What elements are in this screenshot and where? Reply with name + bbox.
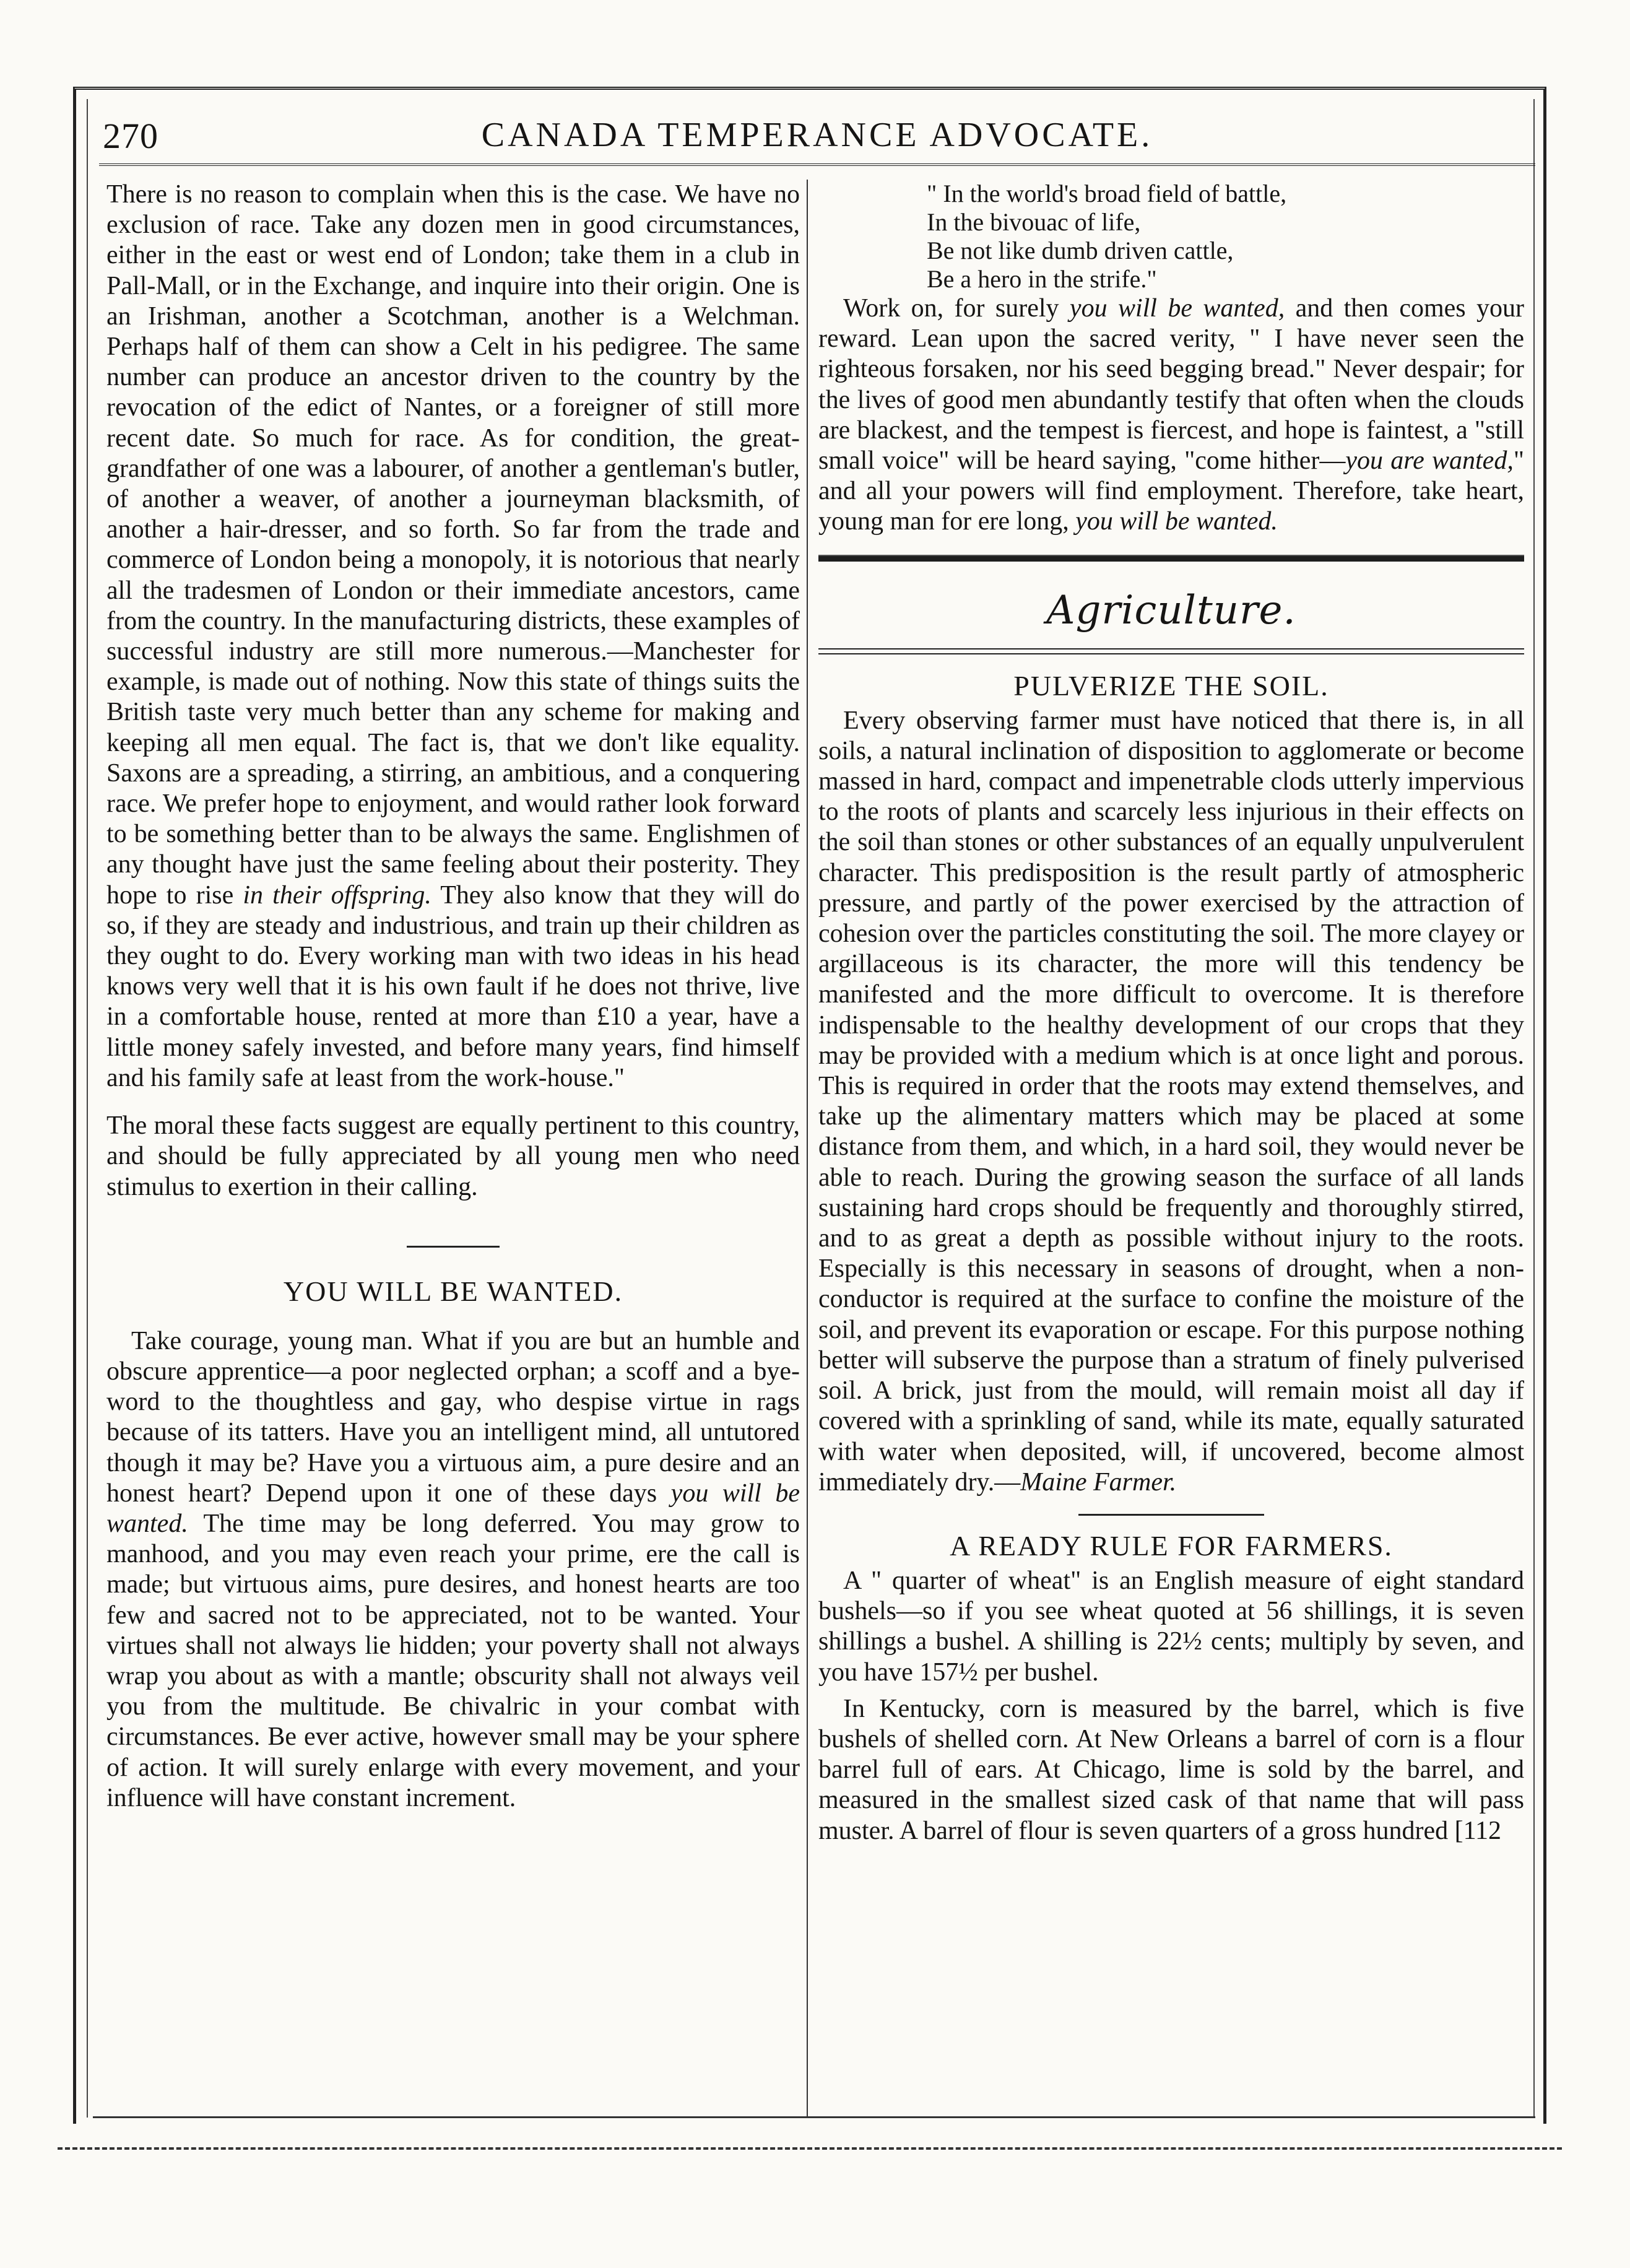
- poem-line: Be not like dumb driven cattle,: [927, 237, 1234, 264]
- heading-you-will-be-wanted: YOU WILL BE WANTED.: [283, 1275, 623, 1307]
- page-number: 270: [103, 116, 158, 156]
- column-divider: [807, 180, 808, 2116]
- paragraph-race: [106, 180, 800, 1093]
- separator-rule: [1078, 1514, 1264, 1516]
- poem-line: Be a hero in the strife.": [927, 265, 1157, 293]
- work-on-text-2: and then comes your reward. Lean upon the sacred verity, " I have never seen the righteous forsaken, nor his seed begging bread." Never despair; for the lives of good men abundantly testify that often when the clouds are blackest, and the tempest is fiercest, and hope is faintest, a "still small voice" will be heard saying, "come hither—: [818, 294, 1524, 476]
- paragraph-race-text: There is no reason to complain when this is the case. We have no exclusion of race. Take any dozen men in good circumstances, either in the east or west end of London; take them in a club in Pall-Mall, or in the Exchange, and inquire into their origin. One is an Irishman, another a Scotchman, another is a Welchman. Perhaps half of them can show a Celt in his pedigree. The same number can produce an ancestor driven to the country by the revocation of the edict of Nantes, or a foreigner of still more recent date. So much for race. As for condition, the great-grandfather of one was a labourer, of another a gentleman's butler, of another a weaver, of another a journeyman blacksmith, of another a hair-dresser, and so forth. So far from the trade and commerce of London being a monopoly, it is notorious that nearly all the tradesmen of London or their immediate ancestors, came from the country. In the manufacturing districts, these examples of successful industry are still more numerous.—Manchester for example, is made out of nothing. Now this state of things suits the British taste very much better than any scheme for making and keeping all men equal. The fact is, that we don't like equality. Saxons are a spreading, a stirring, an ambitious, and a conquering race. We prefer hope to enjoyment, and would rather look forward to be something better than to be always the same. Englishmen of any thought have just the same feeling about their posterity. They hope to rise: [106, 180, 800, 910]
- left-column: [106, 180, 800, 1814]
- italic-offspring: in their offspring.: [243, 880, 431, 910]
- paragraph-pulverize: [818, 706, 1524, 1498]
- spacer: [106, 1202, 800, 1246]
- double-rule: [818, 648, 1524, 654]
- separator-rule: [407, 1246, 500, 1248]
- paragraph-race-end: They also know that they will do so, if they are steady and industrious, and train up their children as they ought to do. Every working man with two ideas in his head knows very well that it is his own fault if he does not thrive, live in a comfortable house, rented at more than £10 a year, have a little money safely invested, and before many years, find himself and his family safe at least from the work-house.": [106, 880, 800, 1092]
- paragraph-quarter-of-wheat: A " quarter of wheat" is an English measure of eight standard bushels—so if you see wheat quoted at 56 shillings, it is seven shillings a bushel. A shilling is 22½ cents; multiply by seven, and you have 157½ per bushel.: [818, 1566, 1524, 1687]
- page-header: [99, 110, 1535, 166]
- work-on-text: Work on, for surely: [843, 294, 1059, 323]
- heading-pulverize-the-soil: PULVERIZE THE SOIL.: [1013, 669, 1329, 702]
- paragraph-kentucky: In Kentucky, corn is measured by the barrel, which is five bushels of shelled corn. At New Orleans a barrel of corn is a flour barrel full of ears. At Chicago, lime is sold by the barrel, and measured in the smallest sized cask of that name that will pass muster. A barrel of flour is seven quarters of a gross hundred [112: [818, 1694, 1524, 1845]
- pulverize-text: Every observing farmer must have noticed that there is, in all soils, a natural inclination of disposition to agglomerate or become massed in hard, compact and impenetrable clods utterly impervious to the roots of plants and scarcely less injurious in their effects on the soil than stones or other substances of an equally unpulverulent character. This predisposition is the result partly of atmospheric pressure, and partly of the power exercised by the attraction of cohesion over the particles constituting the soil. The more clayey or argillaceous is its character, the more will this tendency be manifested and the more difficult to overcome. It is therefore indispensable to the healthy development of our crops that they may be provided with a medium which is at once light and porous. This is required in order that the roots may extend themselves, and take up the alimentary matters which may be placed at some distance from them, and which, in a hard soil, they would never be able to reach. During the growing season the surface of all lands sustaining hard crops should be frequently and thoroughly stirred, and to as great a depth as possible without injury to the roots. Especially is this necessary in seasons of drought, when a non-conductor is required at the surface to confine the moisture of the soil, and prevent its evaporation or escape. For this purpose nothing better will subserve the purpose than a stratum of finely pulverised soil. A brick, just from the mould, will remain moist all day if covered with a sprinkling of sand, while its mate, equally saturated with water when deposited, will, if uncovered, become almost immediately dry.—: [818, 706, 1524, 1497]
- work-on-text-3: " and all your powers will find employment. Therefore, take heart, young man for ere long,: [818, 446, 1524, 536]
- take-courage-text: Take courage, young man. What if you are but an humble and obscure apprentice—a poor neglected orphan; a scoff and a bye-word to the thoughtless and gay, who despise virtue in rags because of its tatters. Have you an intelligent mind, all untutored though it may be? Have you a virtuous aim, a pure desire and an honest heart? Depend upon it one of these days: [106, 1326, 800, 1508]
- italic-wanted: you will be wanted.: [106, 1479, 800, 1538]
- poem-quote: [818, 180, 1524, 293]
- paragraph-moral: The moral these facts suggest are equally pertinent to this country, and should be fully appreciated by all young men who need stimulus to exertion in their calling.: [106, 1111, 800, 1201]
- italic-wanted: you will be wanted,: [1069, 294, 1285, 323]
- section-rule: [818, 555, 1524, 562]
- citation-maine-farmer: Maine Farmer.: [1020, 1467, 1177, 1497]
- paragraph-take-courage: [106, 1326, 800, 1814]
- take-courage-end: The time may be long deferred. You may grow to manhood, and you may even reach your prime, ere the call is made; but virtuous aims, pure desires, and honest hearts are too few and sacred not to be appreciated, not to be wanted. Your virtues shall not always lie hidden; your poverty shall not always wrap you about as with a mantle; obscurity shall not always veil you from the multitude. Be chivalric in your combat with circumstances. Be ever active, however small may be your sphere of action. It will surely enlarge with every movement, and your influence will have constant increment.: [106, 1509, 800, 1812]
- italic-wanted-end: you will be wanted.: [1075, 507, 1278, 536]
- italic-you-are-wanted: you are wanted,: [1345, 446, 1514, 476]
- bottom-rule: [93, 2116, 1535, 2118]
- section-title-agriculture: Agriculture.: [1046, 587, 1296, 633]
- poem-line: " In the world's broad field of battle,: [927, 180, 1287, 207]
- poem-line: In the bivouac of life,: [927, 208, 1141, 236]
- right-column: [818, 180, 1524, 1846]
- paragraph-work-on: [818, 293, 1524, 537]
- heading-ready-rule: A READY RULE FOR FARMERS.: [950, 1529, 1393, 1562]
- running-title: CANADA TEMPERANCE ADVOCATE.: [481, 116, 1153, 154]
